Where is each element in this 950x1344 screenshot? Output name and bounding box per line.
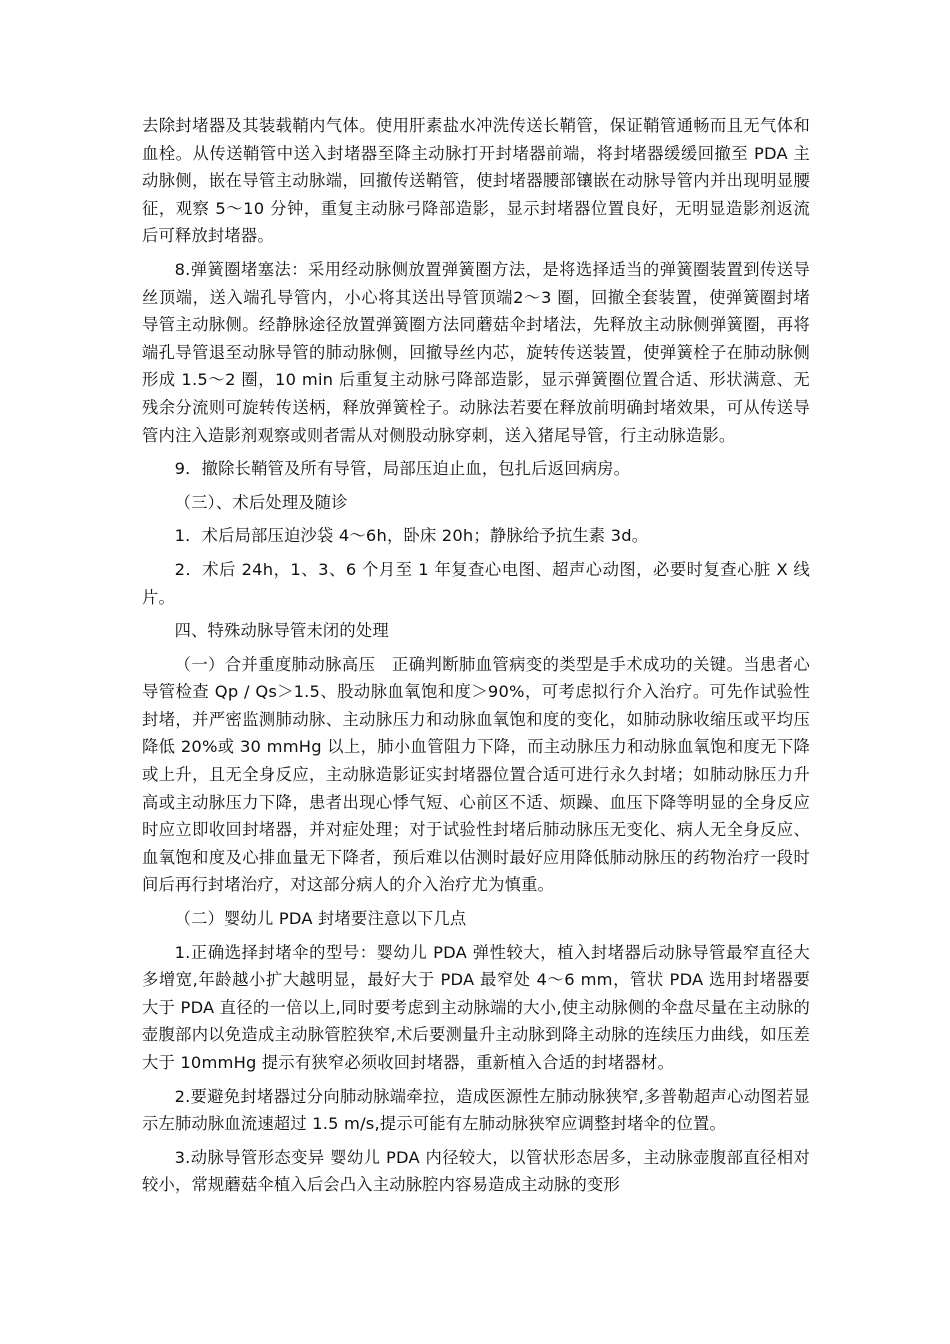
paragraph-remove-sheath: 9．撤除长鞘管及所有导管，局部压迫止血，包扎后返回病房。 bbox=[174, 459, 631, 479]
paragraph-infant-3: 3.动脉导管形态变异 婴幼儿 PDA 内径较大，以管状形态居多，主动脉壶腹部直径相对较小，常规蘑菇伞植入后会凸入主动脉腔内容易造成主动脉的变形 bbox=[142, 1147, 810, 1195]
section-heading-special-pda: 四、特殊动脉导管未闭的处理 bbox=[174, 621, 389, 641]
paragraph-postop-2: 2．术后 24h，1、3、6 个月至 1 年复查心电图、超声心动图，必要时复查心脏 X 线片。 bbox=[142, 559, 810, 607]
paragraph-pulmonary-hypertension: （一）合并重度肺动脉高压 正确判断肺血管病变的类型是手术成功的关键。当患者心导管检查 Qp / Qs＞1.5、股动脉血氧饱和度＞90%，可考虑拟行介入治疗。可先作试验性封堵，并严密监测肺动脉、主动脉压力和动脉血氧饱和度的变化，如肺动脉收缩压或平均压降低 20%或 30 mmHg 以上，肺小血管阻力下降，而主动脉压力和动脉血氧饱和度无下降或上升，且无全身反应，主动脉造影证实封堵器位置合适可进行永久封堵；如肺动脉压力升高或主动脉压力下降，患者出现心悸气短、心前区不适、烦躁、血压下降等明显的全身反应时应立即收回封堵器，并对症处理；对于试验性封堵后肺动脉压无变化、病人无全身反应、血氧饱和度及心排血量无下降者，预后难以估测时最好应用降低肺动脉压的药物治疗一段时间后再行封堵治疗，对这部分病人的介入治疗尤为慎重。 bbox=[142, 654, 810, 895]
paragraph-infant-1: 1.正确选择封堵伞的型号：婴幼儿 PDA 弹性较大，植入封堵器后动脉导管最窄直径大多增宽,年龄越小扩大越明显，最好大于 PDA 最窄处 4～6 mm，管状 PDA 选用封堵器要大于 PDA 直径的一倍以上,同时要考虑到主动脉端的大小,使主动脉侧的伞盘尽量在主动脉的壶腹部内以免造成主动脉管腔狭窄,术后要测量升主动脉到降主动脉的连续压力曲线，如压差大于 10mmHg 提示有狭窄必须收回封堵器，重新植入合适的封堵器材。 bbox=[142, 942, 810, 1072]
paragraph-postop-1: 1．术后局部压迫沙袋 4～6h，卧床 20h；静脉给予抗生素 3d。 bbox=[174, 526, 649, 546]
paragraph-infant-2: 2.要避免封堵器过分向肺动脉端牵拉，造成医源性左肺动脉狭窄,多普勒超声心动图若显示左肺动脉血流速超过 1.5 m/s,提示可能有左肺动脉狭窄应调整封堵伞的位置。 bbox=[142, 1086, 810, 1134]
paragraph-coil-occlusion: 8.弹簧圈堵塞法：采用经动脉侧放置弹簧圈方法，是将选择适当的弹簧圈装置到传送导丝顶端，送入端孔导管内，小心将其送出导管顶端2～3 圈，回撤全套装置，使弹簧圈封堵导管主动脉侧。经静脉途径放置弹簧圈方法同蘑菇伞封堵法，先释放主动脉侧弹簧圈，再将端孔导管退至动脉导管的肺动脉侧，回撤导丝内芯，旋转传送装置，使弹簧栓子在肺动脉侧形成 1.5～2 圈，10 min 后重复主动脉弓降部造影，显示弹簧圈位置合适、形状满意、无残余分流则可旋转传送柄，释放弹簧栓子。动脉法若要在释放前明确封堵效果，可从传送导管内注入造影剂观察或则者需从对侧股动脉穿刺，送入猪尾导管，行主动脉造影。 bbox=[142, 259, 810, 445]
paragraph-occluder-release: 去除封堵器及其装载鞘内气体。使用肝素盐水冲洗传送长鞘管，保证鞘管通畅而且无气体和血栓。从传送鞘管中送入封堵器至降主动脉打开封堵器前端，将封堵器缓缓回撤至 PDA 主动脉侧，嵌在导管主动脉端，回撤传送鞘管，使封堵器腰部镶嵌在动脉导管内并出现明显腰征，观察 5～10 分钟，重复主动脉弓降部造影，显示封堵器位置良好，无明显造影剂返流后可释放封堵器。 bbox=[142, 116, 810, 246]
section-heading-postop: （三）、术后处理及随诊 bbox=[174, 492, 348, 512]
subsection-heading-infant-pda: （二）婴幼儿 PDA 封堵要注意以下几点 bbox=[174, 909, 467, 929]
